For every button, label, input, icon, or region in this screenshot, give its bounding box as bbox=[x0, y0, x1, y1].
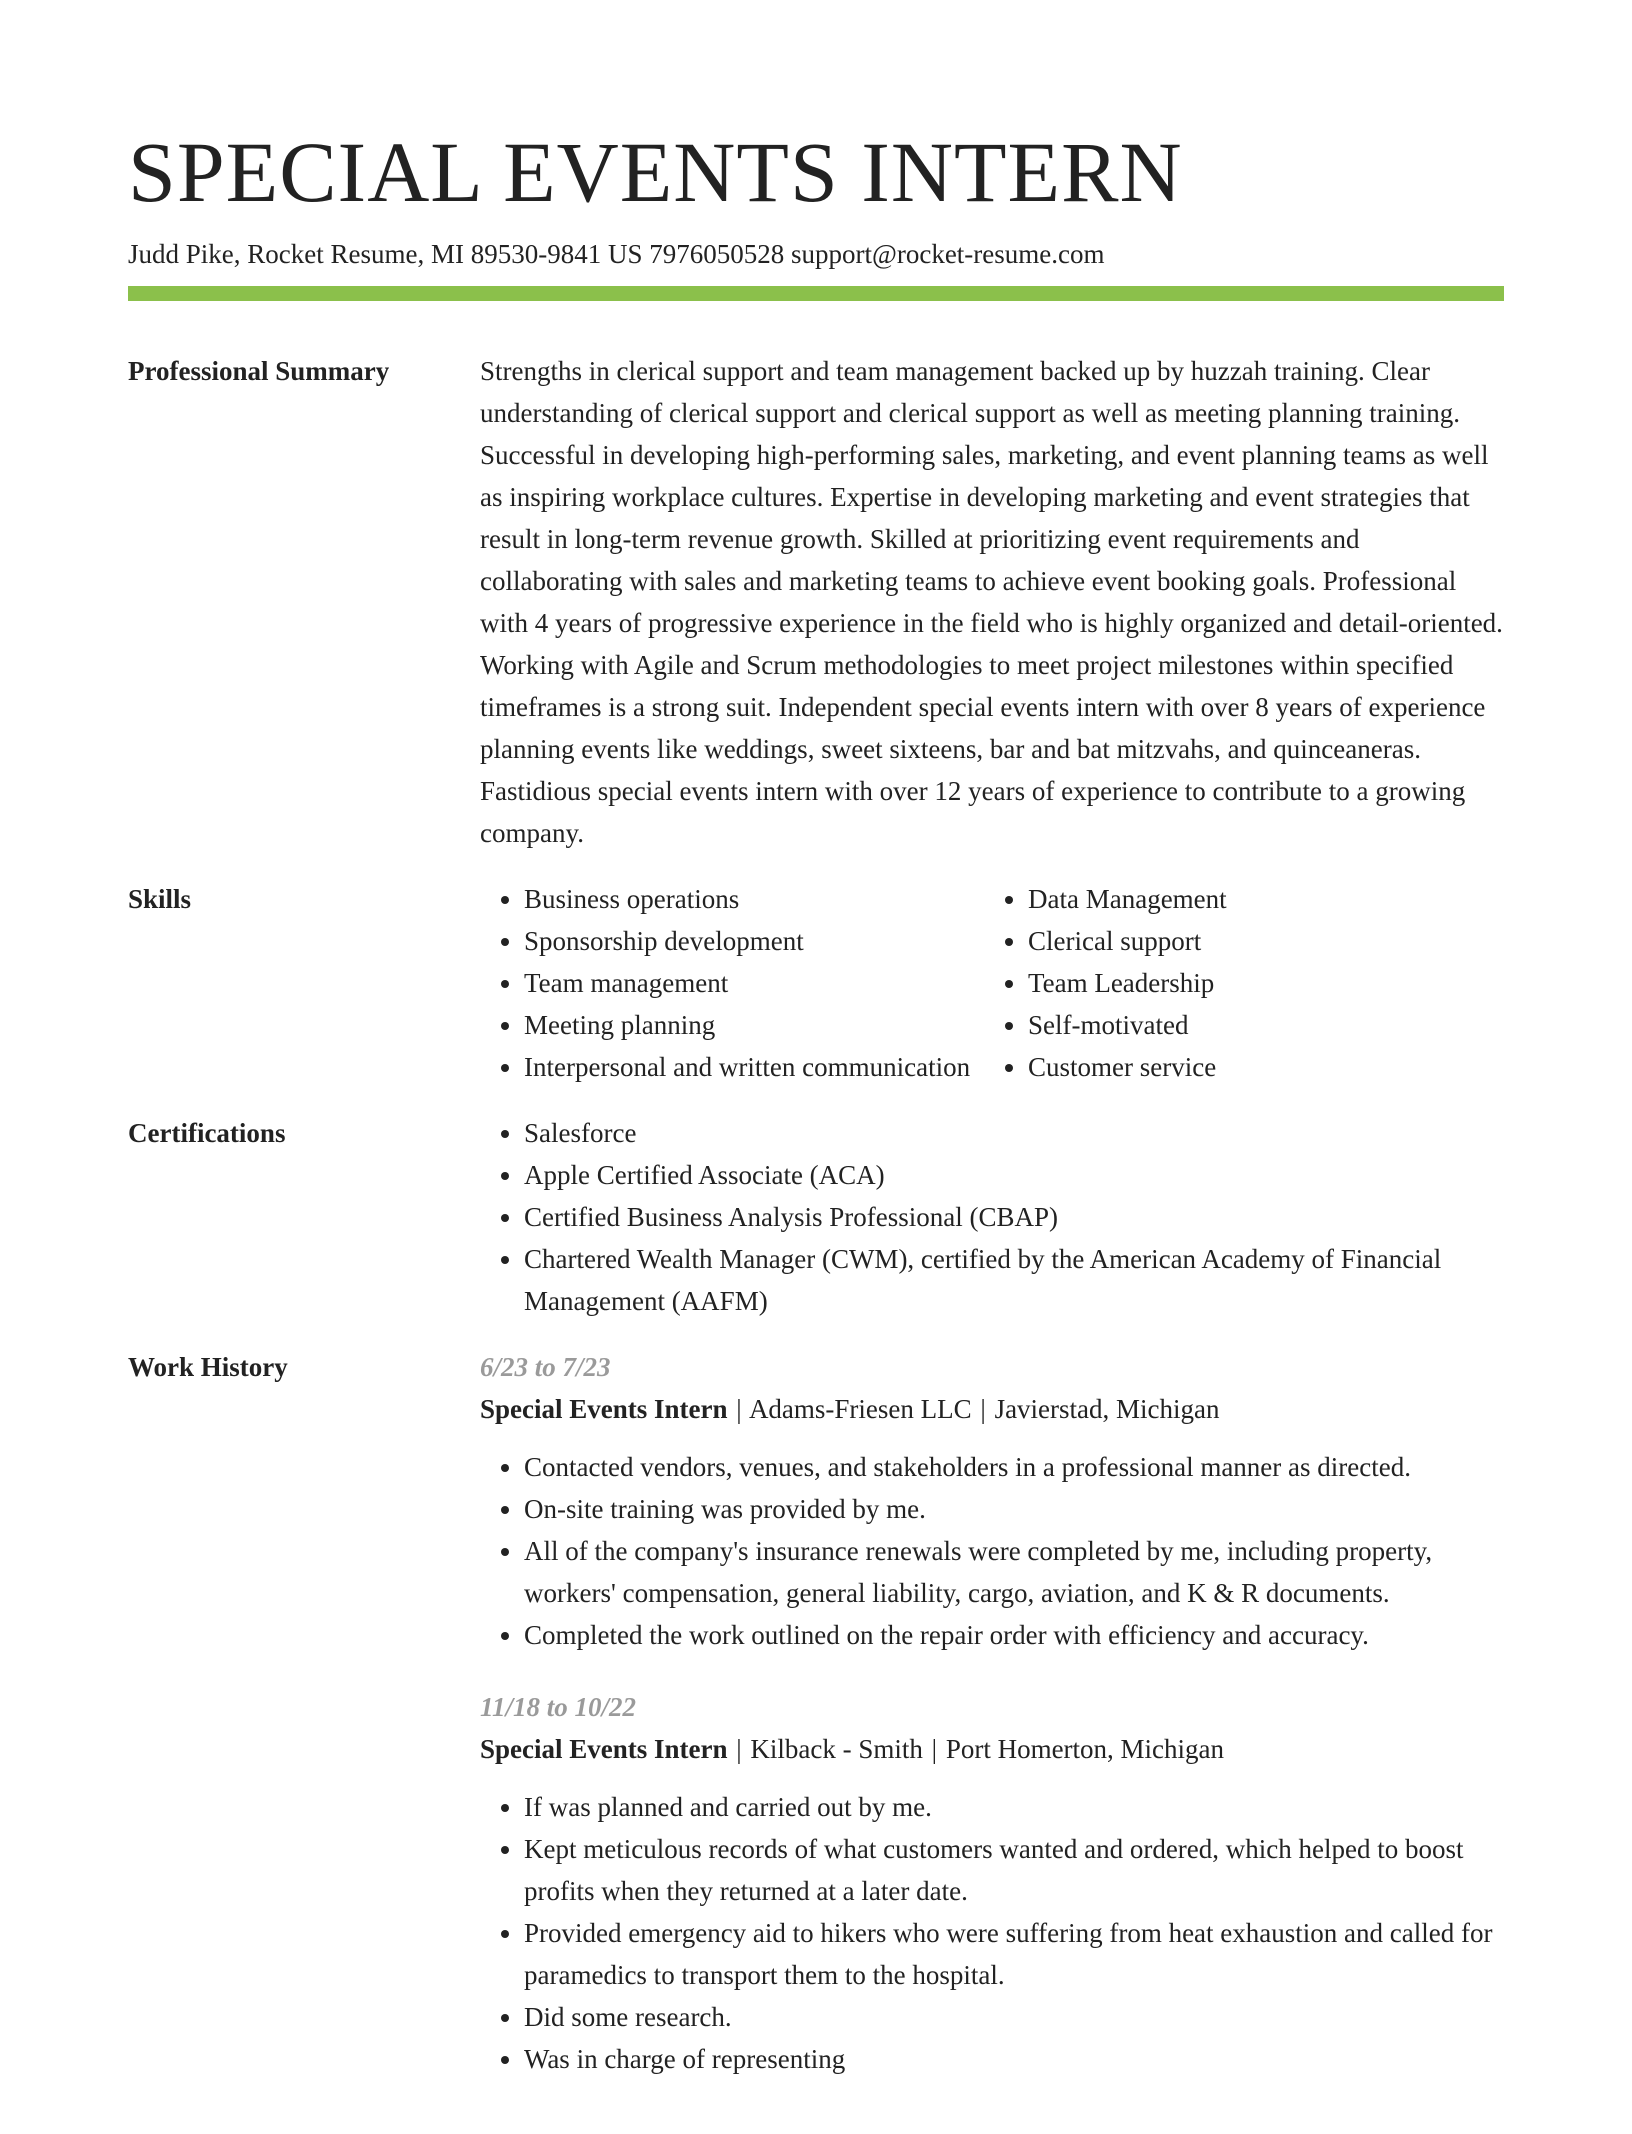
job-entry bbox=[480, 1346, 1504, 1656]
skills-column-2 bbox=[984, 878, 1504, 1088]
skills-content bbox=[480, 878, 1504, 1088]
work-history-section bbox=[128, 1346, 1504, 2110]
job-bullet: • On-site training was provided by me. bbox=[524, 1488, 1504, 1530]
skill-item: • Data Management bbox=[1028, 878, 1504, 920]
section-label: Work History bbox=[128, 1352, 288, 1382]
job-title: Special Events Intern bbox=[480, 1734, 728, 1764]
job-heading bbox=[480, 1388, 1504, 1430]
job-bullets bbox=[480, 1446, 1504, 1656]
separator: | bbox=[980, 1394, 986, 1424]
skill-item: • Self-motivated bbox=[1028, 1004, 1504, 1046]
job-company: Adams-Friesen LLC bbox=[748, 1394, 972, 1424]
skills-list-1 bbox=[480, 878, 984, 1088]
separator: | bbox=[736, 1734, 742, 1764]
job-location: Port Homerton, Michigan bbox=[945, 1734, 1225, 1764]
separator: | bbox=[931, 1734, 938, 1764]
skills-list-2 bbox=[984, 878, 1504, 1088]
section-label: Certifications bbox=[128, 1118, 286, 1148]
skill-item: • Meeting planning bbox=[524, 1004, 984, 1046]
job-bullet: • Contacted vendors, venues, and stakeholders in a professional manner as directed. bbox=[524, 1446, 1504, 1488]
skill-item: • Interpersonal and written communication bbox=[524, 1046, 984, 1088]
certification-item: • Certified Business Analysis Professional (CBAP) bbox=[524, 1196, 1504, 1238]
job-bullet: • Did some research. bbox=[524, 1996, 1504, 2038]
summary-content bbox=[480, 350, 1504, 854]
skills-column-1 bbox=[480, 878, 984, 1088]
job-company: Kilback - Smith bbox=[750, 1734, 923, 1764]
resume-header bbox=[128, 118, 1504, 272]
job-location: Javierstad, Michigan bbox=[994, 1394, 1220, 1424]
job-entry bbox=[480, 1686, 1504, 2080]
certifications-section bbox=[128, 1112, 1504, 1322]
certification-item: • Apple Certified Associate (ACA) bbox=[524, 1154, 1504, 1196]
skill-item: • Clerical support bbox=[1028, 920, 1504, 962]
skill-item: • Sponsorship development bbox=[524, 920, 984, 962]
section-label: Professional Summary bbox=[128, 356, 390, 386]
certifications-content bbox=[480, 1112, 1504, 1322]
work-history-content bbox=[480, 1346, 1504, 2110]
section-label: Skills bbox=[128, 884, 192, 914]
certification-item: • Chartered Wealth Manager (CWM), certified by the American Academy of Financial Management (AAFM) bbox=[524, 1238, 1504, 1322]
separator: | bbox=[736, 1394, 742, 1424]
job-bullet: • Completed the work outlined on the repair order with efficiency and accuracy. bbox=[524, 1614, 1504, 1656]
skill-item: • Team management bbox=[524, 962, 984, 1004]
job-title: Special Events Intern bbox=[480, 1394, 728, 1424]
summary-section bbox=[128, 350, 1504, 854]
skills-section bbox=[128, 878, 1504, 1088]
job-dates: 11/18 to 10/22 bbox=[480, 1692, 637, 1722]
resume-title: SPECIAL EVENTS INTERN bbox=[128, 124, 1183, 220]
job-bullet: • If was planned and carried out by me. bbox=[524, 1786, 1504, 1828]
skill-item: • Business operations bbox=[524, 878, 984, 920]
job-bullet: • Was in charge of representing bbox=[524, 2038, 1504, 2080]
job-heading bbox=[480, 1728, 1504, 1770]
certification-item: • Salesforce bbox=[524, 1112, 1504, 1154]
job-bullets bbox=[480, 1786, 1504, 2080]
skill-item: • Team Leadership bbox=[1028, 962, 1504, 1004]
job-bullet: • Kept meticulous records of what customers wanted and ordered, which helped to boost profits when they returned at a later date. bbox=[524, 1828, 1504, 1912]
certifications-list bbox=[480, 1112, 1504, 1322]
summary-text: Strengths in clerical support and team management backed up by huzzah training. Clear understanding of clerical support and clerical support as well as meeting planning training. Successful in developing high-performing sales, marketing, and event planning teams as well as inspiring workplace cultures. Expertise in developing marketing and event strategies that result in long-term revenue growth. Skilled at prioritizing event requirements and collaborating with sales and marketing teams to achieve event booking goals. Professional with 4 years of progressive experience in the field who is highly organized and detail-oriented. Working with Agile and Scrum methodologies to meet project milestones within specified timeframes is a strong suit. Independent special events intern with over 8 years of experience planning events like weddings, sweet sixteens, bar and bat mitzvahs, and quinceaneras. Fastidious special events intern with over 12 years of experience to contribute to a growing company. bbox=[480, 356, 1503, 848]
skill-item: • Customer service bbox=[1028, 1046, 1504, 1088]
contact-line: Judd Pike, Rocket Resume, MI 89530-9841 US 7976050528 support@rocket-resume.com bbox=[128, 239, 1105, 269]
job-dates: 6/23 to 7/23 bbox=[480, 1352, 611, 1382]
accent-divider bbox=[128, 286, 1504, 301]
job-bullet: • All of the company's insurance renewals were completed by me, including property, workers' compensation, general liability, cargo, aviation, and K & R documents. bbox=[524, 1530, 1504, 1614]
job-bullet: • Provided emergency aid to hikers who were suffering from heat exhaustion and called for paramedics to transport them to the hospital. bbox=[524, 1912, 1504, 1996]
resume-sections bbox=[128, 350, 1504, 2134]
